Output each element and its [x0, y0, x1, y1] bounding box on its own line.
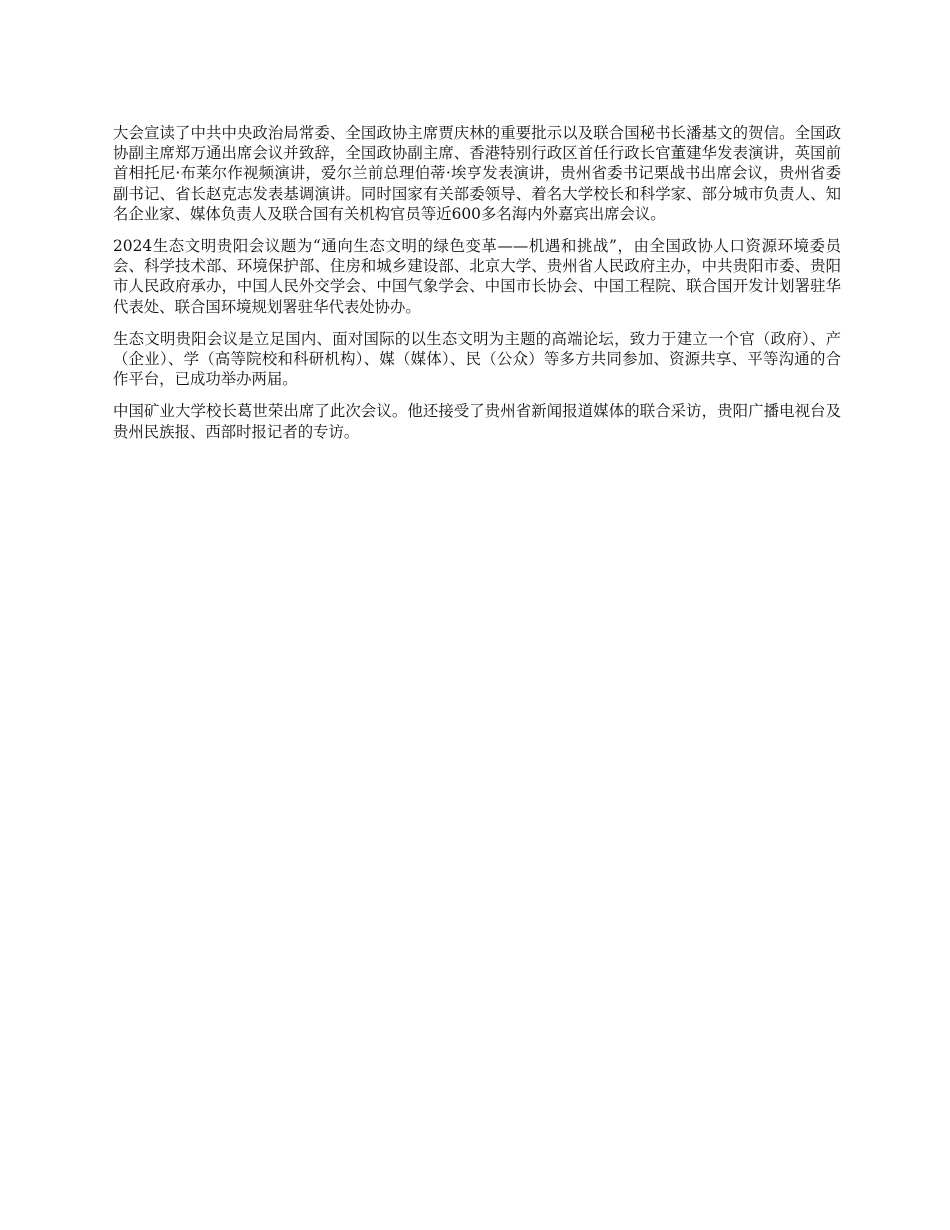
paragraph: 大会宣读了中共中央政治局常委、全国政协主席贾庆林的重要批示以及联合国秘书长潘基文的贺信。全国政协副主席郑万通出席会议并致辞，全国政协副主席、香港特别行政区首任行政长官董建华发表演讲，英国前首相托尼·布莱尔作视频演讲，爱尔兰前总理伯蒂·埃亨发表演讲，贵州省委书记栗战书出席会议，贵州省委副书记、省长赵克志发表基调演讲。同时国家有关部委领导、着名大学校长和科学家、部分城市负责人、知名企业家、媒体负责人及联合国有关机构官员等近600多名海内外嘉宾出席会议。 — [113, 124, 841, 223]
paragraph: 生态文明贵阳会议是立足国内、面对国际的以生态文明为主题的高端论坛，致力于建立一个官（政府）、产（企业）、学（高等院校和科研机构）、媒（媒体）、民（公众）等多方共同参加、资源共享、平等沟通的合作平台，已成功举办两届。 — [113, 329, 841, 389]
paragraph: 中国矿业大学校长葛世荣出席了此次会议。他还接受了贵州省新闻报道媒体的联合采访，贵阳广播电视台及贵州民族报、西部时报记者的专访。 — [113, 402, 841, 441]
paragraph: 2024生态文明贵阳会议题为“通向生态文明的绿色变革——机遇和挑战”，由全国政协人口资源环境委员会、科学技术部、环境保护部、住房和城乡建设部、北京大学、贵州省人民政府主办，中共贵阳市委、贵阳市人民政府承办，中国人民外交学会、中国气象学会、中国市长协会、中国工程院、联合国开发计划署驻华代表处、联合国环境规划署驻华代表处协办。 — [113, 237, 841, 316]
document-body — [113, 123, 841, 454]
